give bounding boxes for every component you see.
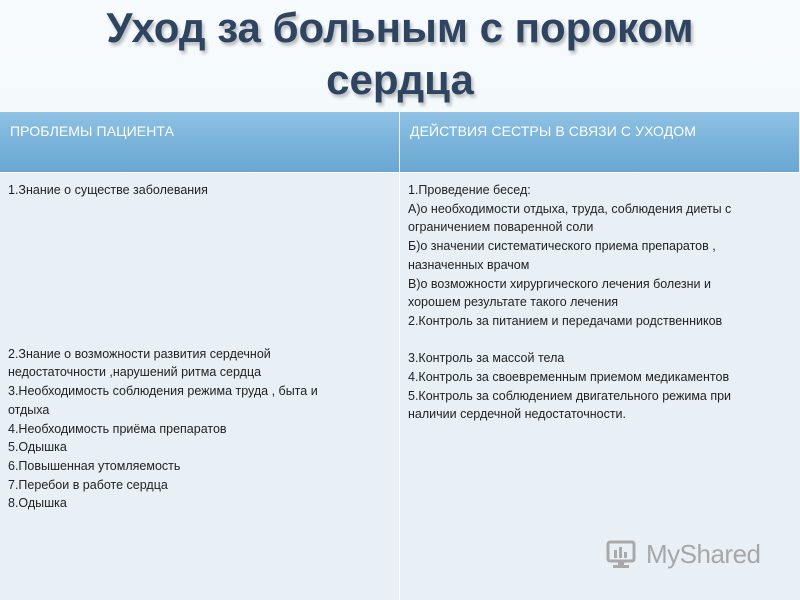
- problem-line: 1.Знание о существе заболевания: [8, 183, 208, 197]
- action-line: хорошем результате такого лечения: [408, 295, 619, 310]
- action-line: 2.Контроль за питанием и передачами родственников: [408, 313, 723, 328]
- myshared-watermark: [606, 534, 761, 574]
- watermark-text: MyShared: [646, 538, 761, 569]
- problem-line: 8.Одышка: [8, 496, 67, 511]
- header-patient-problems: ПРОБЛЕМЫ ПАЦИЕНТА: [0, 112, 400, 172]
- action-line: 3.Контроль за массой тела: [408, 351, 565, 366]
- action-line: 1.Проведение бесед:: [408, 183, 531, 197]
- cell-spacer: [8, 200, 391, 345]
- problem-line: 4.Необходимость приёма препаратов: [8, 421, 227, 436]
- problem-line: 6.Повышенная утомляемость: [8, 458, 181, 473]
- action-line: 4.Контроль за своевременным приемом медикаментов: [408, 370, 730, 385]
- problem-line: 3.Необходимость соблюдения режима труда , быта и: [8, 384, 318, 399]
- cell-patient-problems: [0, 172, 400, 600]
- problem-line: 2.Знание о возможности развития сердечной: [8, 346, 271, 361]
- action-line: В)о возможности хирургического лечения болезни и: [408, 276, 711, 291]
- title-line-2: сердца: [326, 56, 474, 103]
- action-line: Б)о значении систематического приема препаратов ,: [408, 239, 716, 254]
- problem-line: 7.Перебои в работе сердца: [8, 477, 168, 492]
- action-line: А)о необходимости отдыха, труда, соблюдения диеты с: [408, 201, 732, 216]
- action-line: ограничением поваренной соли: [408, 220, 594, 235]
- slide-title: [0, 0, 800, 112]
- problem-line: недостаточности ,нарушений ритма сердца: [8, 365, 262, 380]
- header-nurse-actions: ДЕЙСТВИЯ СЕСТРЫ В СВЯЗИ С УХОДОМ: [400, 112, 800, 172]
- problem-line: 5.Одышка: [8, 440, 67, 455]
- myshared-logo-icon: [606, 539, 640, 569]
- title-line-1: Уход за больным с пороком: [106, 4, 694, 51]
- action-line: [408, 331, 792, 350]
- action-line: наличии сердечной недостаточности.: [408, 407, 626, 422]
- action-line: 5.Контроль за соблюдением двигательного режима при: [408, 388, 732, 403]
- action-line: назначенных врачом: [408, 257, 530, 272]
- problem-line: отдыха: [8, 402, 50, 417]
- care-table: [0, 112, 800, 600]
